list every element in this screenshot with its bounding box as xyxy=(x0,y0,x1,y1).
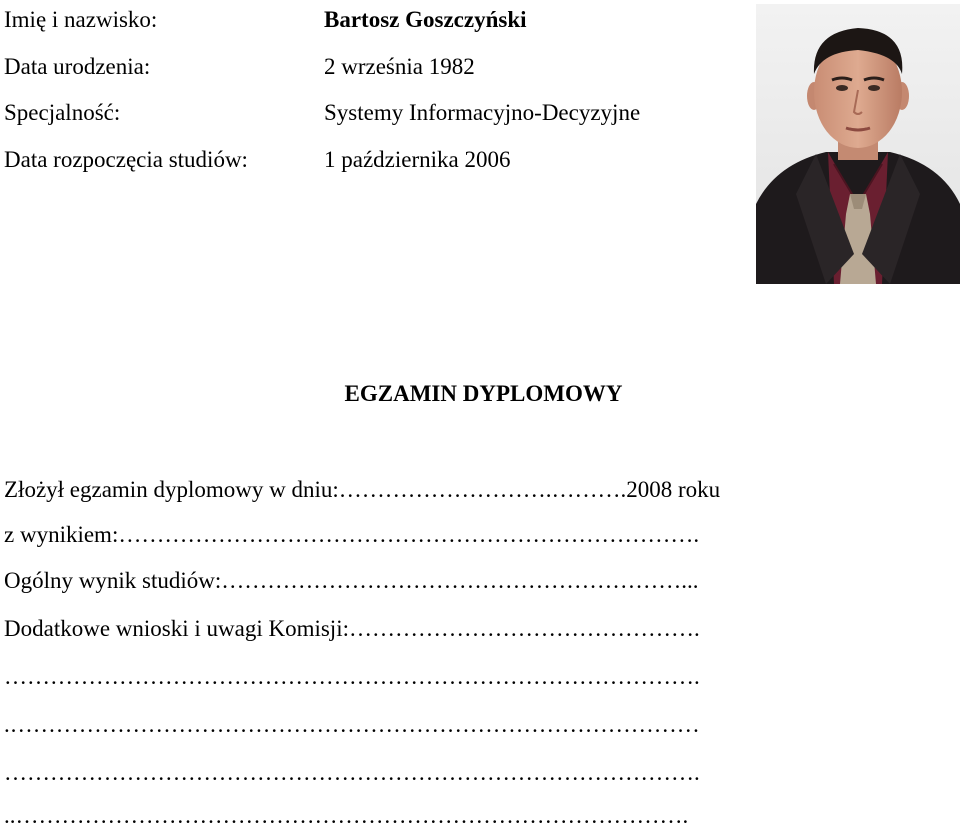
overall-result-line: Ogólny wynik studiów:……………………………………………………... xyxy=(4,568,699,593)
blank-line: .……………………………………………………………………………… xyxy=(4,712,700,737)
exam-heading: EGZAMIN DYPLOMOWY xyxy=(344,381,623,406)
exam-result-line: z wynikiem:…………………………………………………………………. xyxy=(4,522,700,547)
birth-label: Data urodzenia: xyxy=(4,54,151,79)
blank-line: ..……………………………………………………………………………. xyxy=(4,803,689,828)
remarks-line: Dodatkowe wnioski i uwagi Komisji:………………………………………. xyxy=(4,616,700,641)
exam-date-line: Złożył egzamin dyplomowy w dniu:……………………….……….2008 roku xyxy=(4,477,721,502)
name-value: Bartosz Goszczyński xyxy=(324,7,527,32)
blank-line: ………………………………………………………………………………. xyxy=(4,760,700,785)
specialty-label: Specjalność: xyxy=(4,100,121,125)
portrait-photo xyxy=(756,4,960,284)
name-label: Imię i nazwisko: xyxy=(4,7,158,32)
specialty-value: Systemy Informacyjno-Decyzyjne xyxy=(324,100,641,125)
blank-line: ………………………………………………………………………………. xyxy=(4,664,700,689)
birth-value: 2 września 1982 xyxy=(324,54,475,79)
start-value: 1 października 2006 xyxy=(324,147,511,172)
start-label: Data rozpoczęcia studiów: xyxy=(4,147,248,172)
